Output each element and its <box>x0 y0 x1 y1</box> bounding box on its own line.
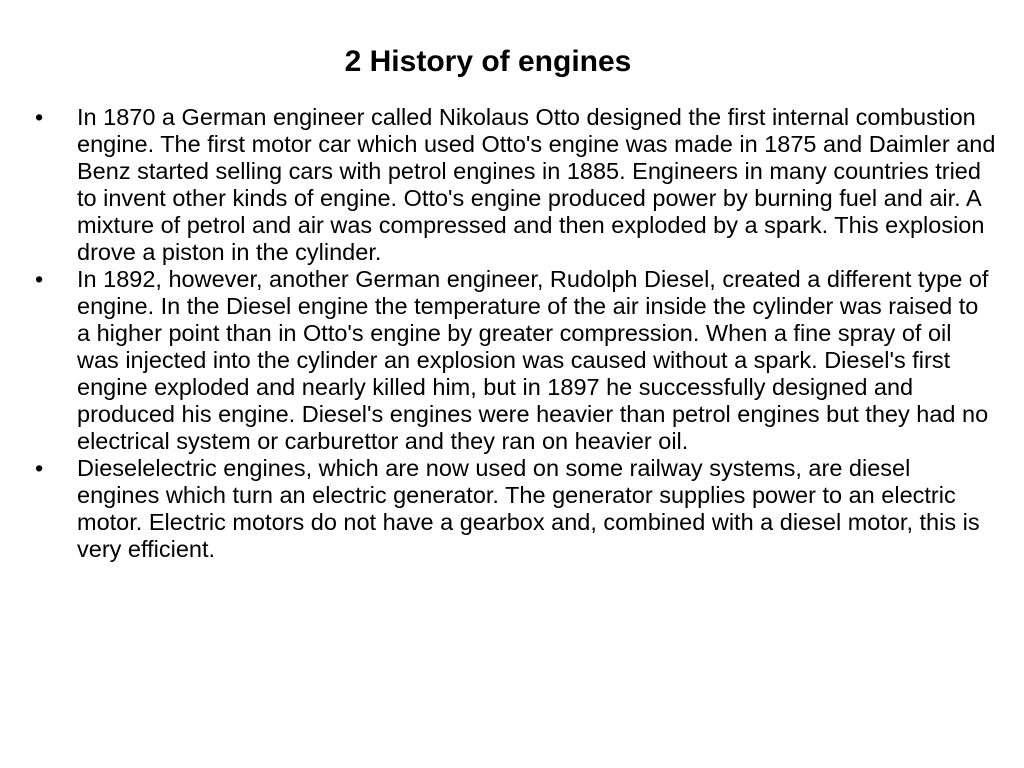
bullet-dot-icon: • <box>35 266 44 292</box>
bullet-list <box>30 104 996 563</box>
bullet-text: Dieselelectric engines, which are now used on some railway systems, are diesel engines which turn an electric generator. The generator supplies power to an electric motor. Electric motors do not have a gearbox and, combined with a diesel motor, this is very efficient. <box>77 455 980 562</box>
slide-title: 2 History of engines <box>344 45 632 78</box>
bullet-item <box>30 104 996 266</box>
bullet-dot-icon: • <box>35 455 44 481</box>
bullet-text: In 1892, however, another German engineer, Rudolph Diesel, created a different type of engine. In the Diesel engine the temperature of the air inside the cylinder was raised to a higher point than in Otto's engine by greater compression. When a fine spray of oil was injected into the cylinder an explosion was caused without a spark. Diesel's first engine exploded and nearly killed him, but in 1897 he successfully designed and produced his engine. Diesel's engines were heavier than petrol engines but they had no electrical system or carburettor and they ran on heavier oil. <box>77 266 989 454</box>
bullet-item <box>30 266 996 455</box>
bullet-item <box>30 455 996 563</box>
bullet-text: In 1870 a German engineer called Nikolaus Otto designed the first internal combustion engine. The first motor car which used Otto's engine was made in 1875 and Daimler and Benz started selling cars with petrol engines in 1885. Engineers in many countries tried to invent other kinds of engine. Otto's engine produced power by burning fuel and air. A mixture of petrol and air was compressed and then exploded by a spark. This explosion drove a piston in the cylinder. <box>77 104 996 265</box>
bullet-dot-icon: • <box>35 104 44 130</box>
